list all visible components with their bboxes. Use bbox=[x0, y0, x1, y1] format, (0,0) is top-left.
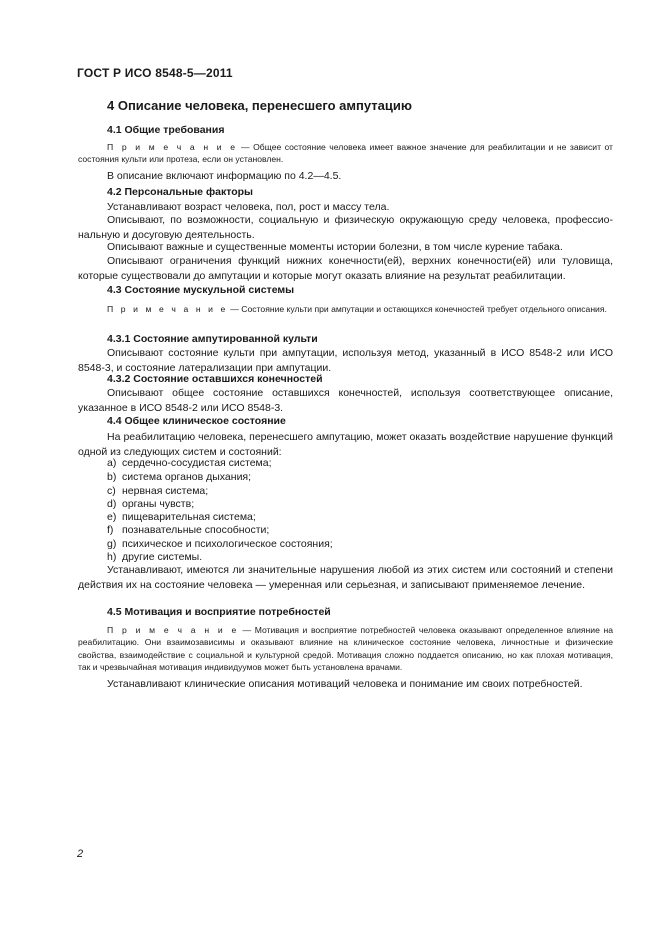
list-marker: c) bbox=[107, 485, 116, 497]
list-item bbox=[107, 538, 333, 550]
paragraph: Описывают, по возможности, социальную и физическую окружающую среду человека, профессиональную и досуговую деятельность. bbox=[78, 214, 613, 241]
paragraph: Устанавливают клинические описания мотиваций человека и понимание им своих потребностей. bbox=[107, 678, 583, 690]
section-4-3-2-title: 4.3.2 Состояние оставшихся конечностей bbox=[107, 373, 323, 385]
note-label: П р и м е ч а н и е bbox=[107, 142, 238, 152]
note-text: — Состояние культи при ампутации и остающихся конечностей требует отдельного описания. bbox=[227, 304, 607, 314]
list-text: система органов дыхания; bbox=[122, 471, 252, 483]
list-marker: b) bbox=[107, 471, 117, 483]
list-marker: e) bbox=[107, 511, 117, 523]
list-item bbox=[107, 524, 269, 536]
section-4-title: 4 Описание человека, перенесшего ампутацию bbox=[107, 98, 412, 113]
paragraph: Устанавливают, имеются ли значительные нарушения любой из этих систем или состояний и степени действия их на состояние человека — умеренная или серьезная, и записывают применяемое лечение. bbox=[78, 564, 613, 591]
section-4-3-1-title: 4.3.1 Состояние ампутированной культи bbox=[107, 333, 318, 345]
list-text: пищеварительная система; bbox=[122, 511, 256, 523]
list-item bbox=[107, 457, 272, 469]
list-text: другие системы. bbox=[122, 551, 203, 563]
list-text: органы чувств; bbox=[122, 498, 195, 510]
list-marker: f) bbox=[107, 524, 114, 536]
section-4-5-title: 4.5 Мотивация и восприятие потребностей bbox=[107, 606, 331, 618]
paragraph: Описывают ограничения функций нижних конечности(ей), верхних конечности(ей) или туловища, которые существовали до ампутации и которые могут оказать влияние на результат реабилитации. bbox=[78, 255, 613, 282]
page-number: 2 bbox=[77, 848, 84, 860]
list-text: психическое и психологическое состояния; bbox=[122, 538, 333, 550]
list-text: сердечно-сосудистая система; bbox=[122, 457, 272, 469]
list-marker: h) bbox=[107, 551, 117, 563]
paragraph: В описание включают информацию по 4.2—4.5. bbox=[107, 170, 342, 182]
list-marker: a) bbox=[107, 457, 117, 469]
paragraph: Устанавливают возраст человека, пол, рост и массу тела. bbox=[107, 201, 390, 213]
note-label: П р и м е ч а н и е bbox=[107, 304, 228, 314]
note-text: — Мотивация и восприятие потребностей человека оказывают определенное влияние на реабилитацию. Они взаимозависимы и оказывают влияние на клиническое состояние человека, личностные и физические свойства, взаимодействие с социальной и культурной средой. Мотивация сложно поддается описанию, но как плохая мотивация, так и чрезвычайная мотивация индивидуумов может быть установлена врачами. bbox=[78, 625, 613, 672]
list-item bbox=[107, 551, 202, 563]
document-header: ГОСТ Р ИСО 8548-5—2011 bbox=[77, 66, 233, 80]
list-item bbox=[107, 511, 256, 523]
paragraph: На реабилитацию человека, перенесшего ампутацию, может оказать воздействие нарушение функций одной из следующих систем и состояний: bbox=[78, 431, 613, 458]
list-text: познавательные способности; bbox=[122, 524, 270, 536]
list-item bbox=[107, 485, 208, 497]
list-text: нервная система; bbox=[122, 485, 209, 497]
section-4-4-title: 4.4 Общее клиническое состояние bbox=[107, 415, 286, 427]
note-4-3 bbox=[78, 303, 613, 315]
list-item bbox=[107, 471, 251, 483]
section-4-1-title: 4.1 Общие требования bbox=[107, 124, 225, 136]
list-marker: g) bbox=[107, 538, 117, 550]
list-marker: d) bbox=[107, 498, 117, 510]
note-text: — Общее состояние человека имеет важное значение для реабилитации и не зависит от состояния культи или протеза, если он установлен. bbox=[78, 142, 613, 165]
note-4-1 bbox=[78, 141, 613, 166]
section-4-2-title: 4.2 Персональные факторы bbox=[107, 186, 254, 198]
section-4-3-title: 4.3 Состояние мускульной системы bbox=[107, 284, 295, 296]
list-item bbox=[107, 498, 194, 510]
paragraph: Описывают важные и существенные моменты истории болезни, в том числе курение табака. bbox=[107, 241, 563, 253]
note-4-5 bbox=[78, 624, 613, 673]
paragraph: Описывают общее состояние оставшихся конечностей, используя соответствующее описание, указанное в ИСО 8548-2 или ИСО 8548-3. bbox=[78, 387, 613, 414]
note-label: П р и м е ч а н и е bbox=[107, 625, 239, 635]
paragraph: Описывают состояние культи при ампутации, используя метод, указанный в ИСО 8548-2 или ИСО 8548-3, и состояние латерализации при ампутации. bbox=[78, 347, 613, 374]
